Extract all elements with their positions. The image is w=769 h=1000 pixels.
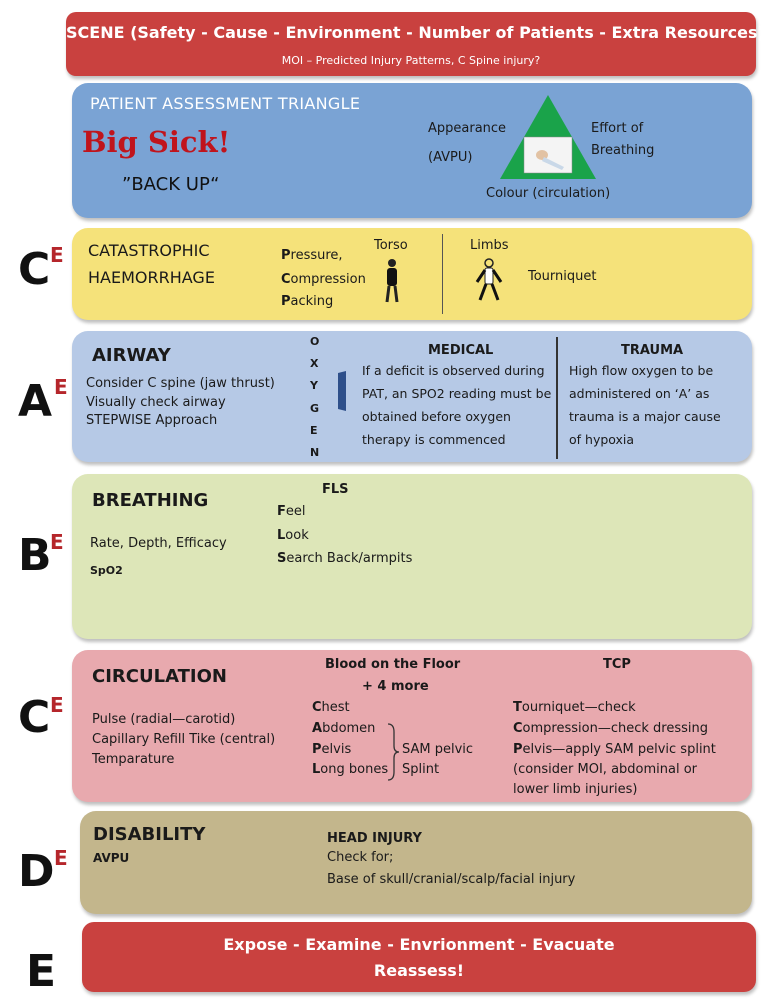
blood-heading-line1: Blood on the Floor: [325, 657, 461, 672]
medical-heading: MEDICAL: [428, 343, 494, 358]
limbs-label: Limbs: [470, 238, 509, 253]
letter-c-circulation-sup: E: [50, 693, 64, 717]
limbs-body-icon: [475, 258, 503, 302]
catastrophic-title-line2: HAEMORRHAGE: [88, 268, 215, 287]
breathing-spo2: SpO2: [90, 564, 123, 577]
breathing-rate: Rate, Depth, Efficacy: [90, 536, 227, 551]
catastrophic-panel: [72, 228, 752, 320]
abdomen-text: Abdomen: [312, 721, 376, 736]
tcp-compression: Compression—check dressing: [513, 721, 708, 736]
letter-a-airway: A: [18, 376, 53, 427]
pat-avpu: (AVPU): [428, 150, 473, 165]
airway-panel: [72, 331, 752, 462]
pressure-text: Pressure,: [281, 248, 343, 263]
letter-b-breathing: B: [18, 530, 52, 581]
letter-d-disability: D: [18, 846, 55, 897]
letter-b-breathing-sup: E: [50, 530, 64, 554]
oxygen-letter-g: G: [310, 402, 320, 415]
medical-line-4: therapy is commenced: [362, 432, 506, 447]
circulation-title: CIRCULATION: [92, 666, 227, 687]
head-injury-heading: HEAD INJURY: [327, 831, 422, 846]
medical-line-1: If a deficit is observed during: [362, 363, 545, 378]
tcp-line5: lower limb injuries): [513, 782, 638, 797]
back-up-text: ”BACK UP“: [122, 174, 220, 195]
pat-colour: Colour (circulation): [486, 186, 611, 201]
airway-line-2: Visually check airway: [86, 395, 226, 410]
expose-panel: [82, 922, 756, 992]
pat-appearance: Appearance: [428, 121, 507, 136]
airway-line-3: STEPWISE Approach: [86, 413, 218, 428]
circulation-line-1: Pulse (radial—carotid): [92, 712, 236, 727]
fls-heading: FLS: [322, 482, 349, 497]
medical-line-2: PAT, an SPO2 reading must be: [362, 386, 552, 401]
fls-look: Look: [277, 528, 309, 543]
tcp-line4: (consider MOI, abdominal or: [513, 762, 698, 777]
disability-avpu: AVPU: [93, 851, 130, 865]
trauma-line-3: trauma is a major cause: [569, 409, 721, 424]
letter-c-catastrophic-sup: E: [50, 243, 64, 267]
compression-text: Compression: [281, 272, 366, 287]
expose-line1: Expose - Examine - Envrionment - Evacuate: [223, 935, 615, 954]
fls-feel: Feel: [277, 504, 306, 519]
head-check-for: Check for;: [327, 850, 394, 865]
tcp-tourniquet: Tourniquet—check: [513, 700, 636, 715]
pat-effort-line1: Effort of: [591, 121, 644, 136]
pat-effort-line2: Breathing: [591, 143, 655, 158]
tourniquet-label: Tourniquet: [528, 269, 597, 284]
medical-line-3: obtained before oxygen: [362, 409, 511, 424]
pat-title: PATIENT ASSESSMENT TRIANGLE: [90, 94, 361, 113]
letter-d-disability-sup: E: [54, 846, 68, 870]
oxygen-letter-n: N: [310, 446, 320, 459]
letter-e-expose: E: [26, 946, 57, 997]
catastrophic-title-line1: CATASTROPHIC: [88, 241, 210, 260]
trauma-line-4: of hypoxia: [569, 432, 635, 447]
triangle-icon: [498, 93, 598, 181]
airway-title: AIRWAY: [92, 345, 171, 366]
pelvis-text: Pelvis: [312, 742, 352, 757]
catastrophic-divider: [442, 234, 443, 314]
airway-line-1: Consider C spine (jaw thrust): [86, 376, 275, 391]
letter-c-circulation: C: [18, 692, 51, 743]
airway-divider: [556, 337, 558, 459]
oxygen-letter-e: E: [310, 424, 318, 437]
breathing-title: BREATHING: [92, 490, 209, 511]
scene-title: SCENE (Safety - Cause - Environment - Number of Patients - Extra Resources): [66, 23, 765, 42]
trauma-line-2: administered on ‘A’ as: [569, 386, 710, 401]
pat-panel: [72, 83, 752, 218]
letter-a-airway-sup: E: [54, 375, 68, 399]
torso-label: Torso: [374, 238, 408, 253]
letter-c-catastrophic: C: [18, 244, 51, 295]
torso-body-icon: [382, 258, 402, 304]
scene-banner: [66, 12, 765, 76]
head-base: Base of skull/cranial/scalp/facial injury: [327, 872, 576, 887]
sam-line1: SAM pelvic: [402, 742, 474, 757]
breathing-panel: [72, 474, 752, 639]
circulation-line-3: Temparature: [92, 752, 175, 767]
disability-title: DISABILITY: [93, 824, 206, 845]
trauma-heading: TRAUMA: [621, 343, 684, 358]
oxygen-cylinder-icon: [334, 371, 348, 411]
packing-text: Packing: [281, 294, 334, 309]
circulation-panel: [72, 650, 752, 802]
tcp-heading: TCP: [603, 657, 631, 672]
disability-panel: [80, 811, 752, 914]
sam-line2: Splint: [402, 762, 440, 777]
oxygen-letter-y: Y: [310, 379, 318, 392]
brace-icon: [386, 722, 400, 782]
big-sick-text: Big Sick!: [82, 125, 231, 159]
tcp-pelvis: Pelvis—apply SAM pelvic splint: [513, 742, 716, 757]
fls-search: Search Back/armpits: [277, 551, 413, 566]
scene-subtitle: MOI – Predicted Injury Patterns, C Spine injury?: [281, 54, 541, 67]
circulation-line-2: Capillary Refill Tike (central): [92, 732, 276, 747]
trauma-line-1: High flow oxygen to be: [569, 363, 714, 378]
expose-line2: Reassess!: [373, 961, 465, 980]
oxygen-letter-x: X: [310, 357, 319, 370]
blood-heading-line2: + 4 more: [362, 679, 429, 694]
long-bones-text: Long bones: [312, 762, 389, 777]
oxygen-letter-o: O: [310, 335, 320, 348]
chest-text: Chest: [312, 700, 350, 715]
